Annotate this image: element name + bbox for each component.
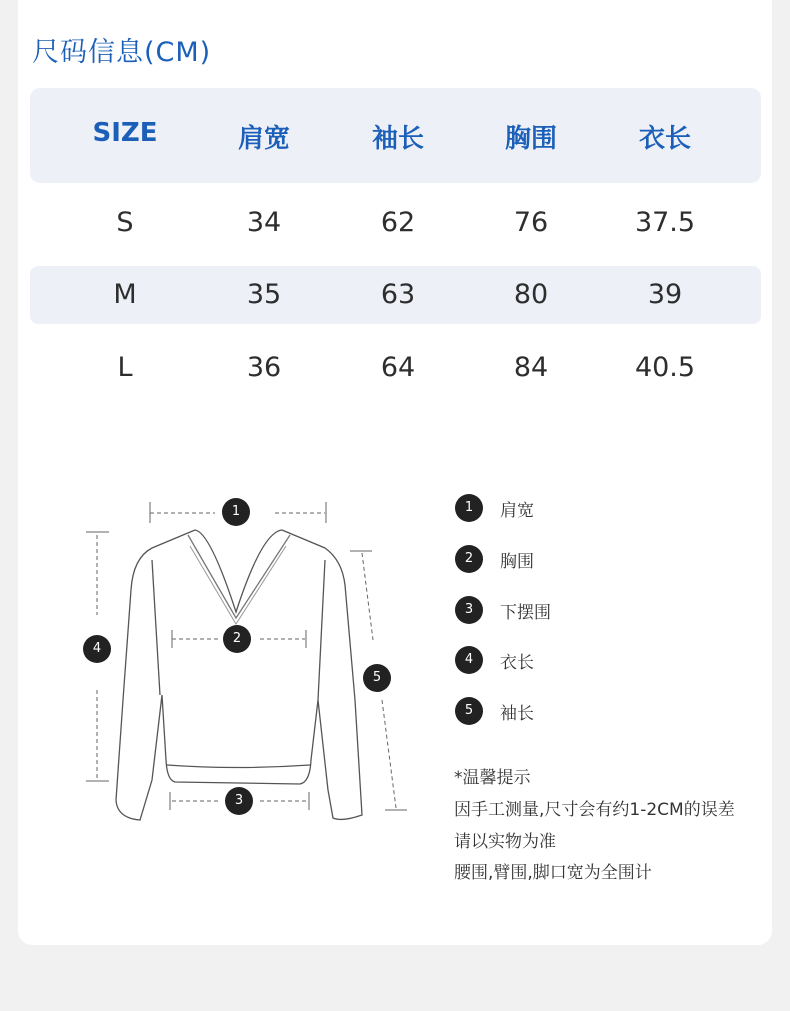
legend-badge: 2 [455, 545, 483, 573]
legend-badge: 5 [455, 697, 483, 725]
page-title: 尺码信息(CM) [32, 37, 212, 68]
header-length: 衣长 [638, 124, 691, 154]
cell-shoulder: 36 [246, 352, 282, 383]
legend-label: 衣长 [500, 653, 534, 673]
sweater-measurement-diagram [0, 480, 440, 840]
marker-5-badge: 5 [363, 664, 391, 692]
marker-2-badge: 2 [223, 625, 251, 653]
cell-chest: 76 [513, 207, 549, 238]
legend-badge: 1 [455, 494, 483, 522]
cell-size: M [113, 279, 137, 310]
legend-label: 下摆围 [500, 603, 551, 623]
marker-3-badge: 3 [225, 787, 253, 815]
marker-4-badge: 4 [83, 635, 111, 663]
header-sleeve: 袖长 [371, 124, 424, 154]
cell-length: 37.5 [634, 207, 696, 238]
cell-size: S [116, 207, 134, 238]
header-chest: 胸围 [504, 124, 557, 154]
cell-chest: 80 [513, 279, 549, 310]
cell-sleeve: 62 [380, 207, 416, 238]
cell-shoulder: 35 [246, 279, 282, 310]
notes-line: 请以实物为准 [454, 832, 556, 852]
sweater-outline-icon [116, 530, 362, 820]
cell-sleeve: 63 [380, 279, 416, 310]
notes-line: 因手工测量,尺寸会有约1-2CM的误差 [454, 800, 735, 820]
marker-1-badge: 1 [222, 498, 250, 526]
legend-label: 肩宽 [500, 501, 534, 521]
cell-shoulder: 34 [246, 207, 282, 238]
notes-heading: *温馨提示 [454, 768, 531, 788]
cell-length: 39 [647, 279, 683, 310]
notes-line: 腰围,臂围,脚口宽为全围计 [454, 863, 652, 883]
cell-sleeve: 64 [380, 352, 416, 383]
legend-label: 胸围 [500, 552, 534, 572]
legend-label: 袖长 [500, 704, 534, 724]
legend-badge: 3 [455, 596, 483, 624]
cell-chest: 84 [513, 352, 549, 383]
cell-length: 40.5 [634, 352, 696, 383]
header-size: SIZE [92, 118, 158, 148]
header-shoulder: 肩宽 [237, 124, 290, 154]
cell-size: L [117, 352, 133, 383]
legend-badge: 4 [455, 646, 483, 674]
